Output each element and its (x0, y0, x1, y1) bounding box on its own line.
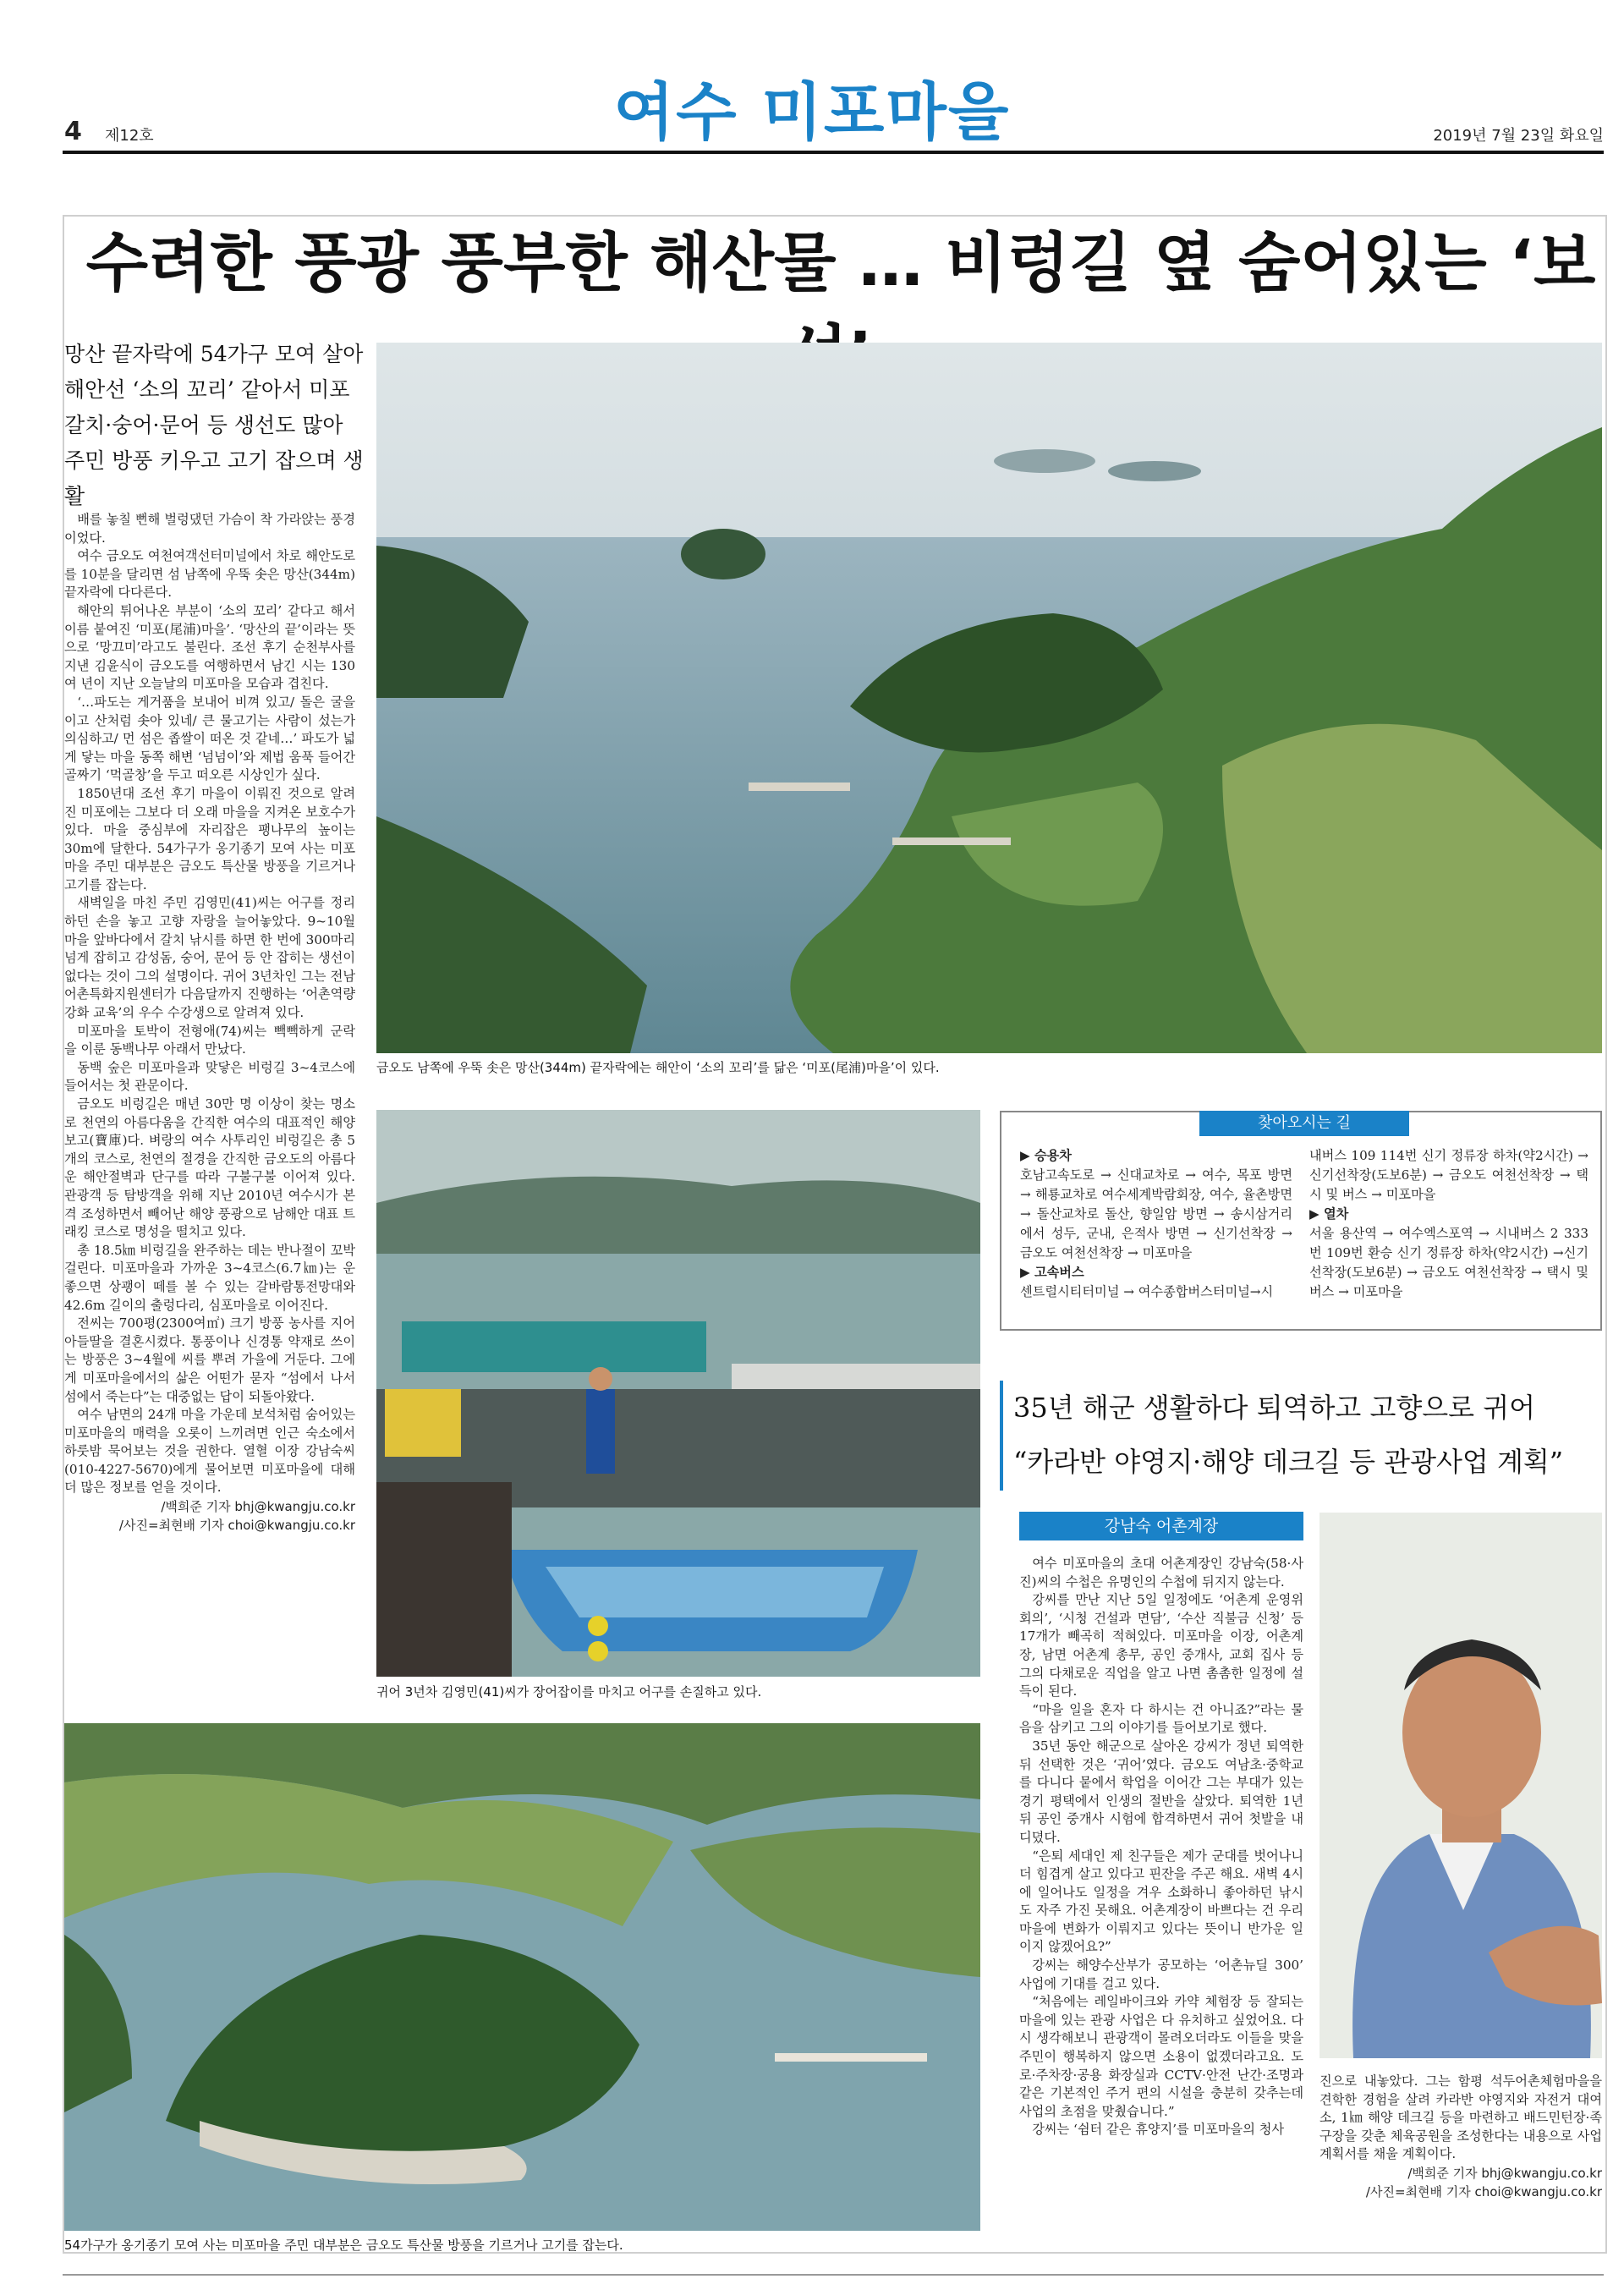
island-photo (64, 1723, 980, 2231)
interview-paragraph: 진으로 내놓았다. 그는 함평 석두어촌체험마을을 견학한 경험을 살려 카라반 야영지와 자전거 대여소, 1㎞ 해양 데크길 등을 마련하고 배드민턴장·족구장을 갖춘 체육공원을 조성한다는 내용으로 사업계획서를 채울 계획이다. (1320, 2073, 1602, 2162)
interview-paragraph: 강씨는 해양수산부가 공모하는 ‘어촌뉴딜 300’ 사업에 기대를 걸고 있다. (1019, 1958, 1303, 1991)
article-paragraph: 동백 숲은 미포마을과 맞닿은 비렁길 3~4코스에 들어서는 첫 관문이다. (64, 1059, 355, 1094)
article-paragraph: 여수 금오도 여천여객선터미널에서 차로 해안도로를 10분을 달리면 섬 남쪽에 우뚝 솟은 망산(344m) 끝자락에 다다른다. (64, 548, 355, 601)
directions-route: 내버스 109 114번 신기 정류장 하차(약2시간) →신기선착장(도보6분) → 금오도 여천선착장 → 택시 및 버스 → 미포마을 (1309, 1148, 1588, 1202)
article-paragraph: 전씨는 700평(2300여㎡) 크기 방풍 농사를 지어 아들딸을 결혼시켰다. 통풍이나 신경통 약재로 쓰이는 방풍은 3~4월에 씨를 뿌려 가을에 거둔다. 그에게 미포마을에서의 삶은 어떤가 묻자 “섬에서 나서 섬에서 죽는다”는 대중없는 답이 되돌아왔다. (64, 1315, 355, 1404)
interview-body-col2 (1320, 2073, 1602, 2201)
page-number: 4 (64, 117, 82, 146)
subhead: 망산 끝자락에 54가구 모여 살아 (64, 342, 364, 366)
subheads (64, 337, 369, 514)
subhead: 갈치·숭어·문어 등 생선도 많아 (64, 413, 343, 437)
boat-photo (376, 1110, 980, 1677)
article-byline-writer: /백희준 기자 bhj@kwangju.co.kr (161, 1499, 355, 1515)
article-paragraph: 총 18.5㎞ 비렁길을 완주하는 데는 반나절이 꼬박 걸린다. 미포마을과 가까운 3~4코스(6.7㎞)는 운 좋으면 상괭이 떼를 볼 수 있는 갈바람통전망대와 42.6m 길이의 출렁다리, 심포마을로 이어진다. (64, 1242, 355, 1313)
article-paragraph: 해안의 튀어나온 부분이 ‘소의 꼬리’ 같다고 해서 이름 붙여진 ‘미포(尾浦)마을’. ‘망산의 끝’이라는 뜻으로 ‘망끄미’라고도 불린다. 조선 후기 순천부사를 지낸 김윤식이 금오도를 여행하면서 남긴 시는 130여 년이 지난 오늘날의 미포마을 모습과 겹친다. (64, 602, 355, 692)
aerial-photo-illustration (376, 343, 1602, 1053)
interview-paragraph: “마을 일을 혼자 다 하시는 건 아니죠?”라는 물음을 삼키고 그의 이야기를 들어보기로 했다. (1019, 1701, 1303, 1736)
directions-route: 서울 용산역 → 여수엑스포역 → 시내버스 2 333번 109번 환승 신기 정류장 하차(약2시간) →신기선착장(도보6분) → 금오도 여천선착장 → 택시 및 버스 → 미포마을 (1309, 1226, 1588, 1299)
interview-headline-2: “카라반 야영지·해양 데크길 등 관광사업 계획” (1013, 1446, 1564, 1478)
article-paragraph: 미포마을 토박이 전형애(74)씨는 빽빽하게 군락을 이룬 동백나무 아래서 만났다. (64, 1023, 355, 1057)
issue-number: 제12호 (105, 127, 154, 145)
directions-col-right (1309, 1146, 1588, 1302)
interview-paragraph: “은퇴 세대인 제 친구들은 제가 군대를 벗어나니 더 힘겹게 살고 있다고 핀잔을 주곤 해요. 새벽 4시에 일어나도 일정을 겨우 소화하니 좋아하던 낚시도 자주 가진 못해요. 어촌계장이 바쁘다는 건 우리 마을에 변화가 이뤄지고 있다는 뜻이니 반가운 일이지 않겠어요?” (1019, 1848, 1303, 1955)
interview-accent-bar (1000, 1381, 1003, 1491)
directions-heading: ▶ 승용차 (1020, 1148, 1072, 1163)
portrait-illustration (1320, 1513, 1602, 2058)
interview-paragraph: 35년 동안 해군으로 살아온 강씨가 정년 퇴역한 뒤 선택한 것은 ‘귀어’였다. 금오도 여남초·중학교를 다니다 뭍에서 학업을 이어간 그는 부대가 있는 경기 평택에서 인생의 절반을 살았다. 퇴역한 1년 뒤 공인 중개사 시험에 합격하면서 귀어 첫발을 내디뎠다. (1019, 1738, 1303, 1845)
directions-col-left (1020, 1146, 1292, 1302)
directions-title: 찾아오시는 길 (1199, 1111, 1409, 1136)
interview-headline-1: 35년 해군 생활하다 퇴역하고 고향으로 귀어 (1013, 1392, 1536, 1424)
section-title: 여수 미포마을 (613, 76, 1011, 149)
island-photo-illustration (64, 1723, 980, 2231)
article-paragraph: 여수 남면의 24개 마을 가운데 보석처럼 숨어있는 미포마을의 매력을 오롯이 느끼려면 인근 숙소에서 하룻밤 묵어보는 것을 권한다. 열혈 이장 강남숙씨(010-4227-5670)에게 물어보면 미포마을에 대해 더 많은 정보를 얻을 것이다. (64, 1407, 355, 1496)
interview-byline-photo: /사진=최현배 기자 choi@kwangju.co.kr (1365, 2183, 1602, 2199)
directions-route: 호남고속도로 → 신대교차로 → 여수, 목포 방면 → 해룡교차로 여수세계박람회장, 여수, 율촌방면 → 돌산교차로 돌산, 향일암 방면 → 송시삼거리에서 성두, 군내, 은적사 방면 → 신기선착장 → 금오도 여천선착장 → 미포마을 (1020, 1167, 1292, 1260)
aerial-photo (376, 343, 1602, 1053)
interview-byline-writer: /백희준 기자 bhj@kwangju.co.kr (1407, 2165, 1602, 2181)
interview-body-col1 (1019, 1555, 1303, 2139)
interview-paragraph: 강씨는 ‘쉼터 같은 휴양지’를 미포마을의 청사 (1032, 2122, 1285, 2138)
interviewee-portrait (1320, 1513, 1602, 2058)
headline-text: 수려한 풍광 풍부한 해산물 … 비렁길 옆 숨어있는 ‘보 (74, 225, 1596, 393)
article-paragraph: 금오도 비렁길은 매년 30만 명 이상이 찾는 명소로 천연의 아름다움을 간직한 여수의 대표적인 해양 보고(寶庫)다. 벼랑의 여수 사투리인 비렁길은 총 5개의 코스로, 천연의 절경을 간직한 금오도의 아름다운 해안절벽과 단구를 따라 구불구불 이어져 있다. 관광객 등 탐방객을 위해 지난 2010년 여수시가 본격 조성하면서 빼어난 해양 풍광으로 남해안 대표 트래킹 코스로 명성을 떨치고 있다. (64, 1096, 355, 1240)
article-body (64, 511, 355, 1535)
interview-paragraph: “처음에는 레일바이크와 카약 체험장 등 잘되는 마을에 있는 관광 사업은 다 유치하고 싶었어요. 다시 생각해보니 관광객이 몰려오더라도 이들을 맞을 주민이 행복하지 않으면 소용이 없겠더라고요. 도로·주차장·공용 화장실과 CCTV·안전 난간·조명과 같은 기본적인 주거 편의 시설을 충분히 갖추는데 사업의 초점을 맞췄습니다.” (1019, 1994, 1303, 2119)
masthead-rule (63, 151, 1604, 154)
article-paragraph: 배를 놓칠 뻔해 벌렁댔던 가슴이 착 가라앉는 풍경이었다. (64, 512, 355, 546)
article-byline-photo: /사진=최현배 기자 choi@kwangju.co.kr (118, 1518, 355, 1534)
publication-date: 2019년 7월 23일 화요일 (1433, 127, 1604, 145)
subhead: 해안선 ‘소의 꼬리’ 같아서 미포 (64, 377, 350, 402)
footer-rule (63, 2274, 1604, 2276)
article-paragraph: 새벽일을 마친 주민 김영민(41)씨는 어구를 정리하던 손을 놓고 고향 자랑을 늘어놓았다. 9~10월 마을 앞바다에서 갈치 낚시를 하면 한 번에 300마리 넘게 잡히고 감성돔, 숭어, 문어 등 안 잡히는 생선이 없다는 것이 그의 설명이다. 귀어 3년차인 그는 전남어촌특화지원센터가 다음달까지 진행하는 ‘어촌역량강화 교육’의 우수 수강생으로 알려져 있다. (64, 895, 355, 1021)
interview-paragraph: 강씨를 만난 지난 5일 일정에도 ‘어촌계 운영위회의’, ‘시청 건설과 면담’, ‘수산 직불금 신청’ 등 17개가 빼곡히 적혀있다. 미포마을 이장, 어촌계장, 남면 어촌계 총무, 공인 중개사, 교회 집사 등 그의 다채로운 직업을 알고 나면 촘촘한 일정에 설득이 된다. (1019, 1592, 1303, 1700)
article-paragraph: 1850년대 조선 후기 마을이 이뤄진 것으로 알려진 미포에는 그보다 더 오래 마을을 지켜온 보호수가 있다. 마을 중심부에 자리잡은 팽나무의 높이는 30m에 달한다. 54가구가 옹기종기 모여 사는 미포마을 주민 대부분은 금오도 특산물 방풍을 기르거나 고기를 잡는다. (64, 785, 355, 892)
directions-route: 센트럴시티터미널 → 여수종합버스터미널→시 (1020, 1284, 1274, 1299)
article-paragraph: ‘…파도는 게거품을 보내어 비껴 있고/ 돌은 굴을 이고 산처럼 솟아 있네/ 큰 물고기는 사람이 섰는가 의심하고/ 먼 섬은 좁쌀이 떠온 것 같네…’ 파도가 넓게 닿는 마을 동쪽 해변 ‘넘넘이’와 제법 움푹 들어간 골짜기 ‘먹골창’을 두고 떠오른 시상인가 싶다. (64, 694, 355, 783)
interview-headline (1013, 1381, 1605, 1489)
directions-heading: ▶ 열차 (1309, 1206, 1349, 1222)
island-photo-caption: 54가구가 옹기종기 모여 사는 미포마을 주민 대부분은 금오도 특산물 방풍을 기르거나 고기를 잡는다. (64, 2238, 623, 2253)
boat-photo-illustration (376, 1110, 980, 1677)
directions-heading: ▶ 고속버스 (1020, 1265, 1084, 1280)
interviewee-name: 강남숙 어촌계장 (1019, 1512, 1303, 1540)
boat-photo-caption: 귀어 3년차 김영민(41)씨가 장어잡이를 마치고 어구를 손질하고 있다. (376, 1684, 762, 1700)
aerial-photo-caption: 금오도 남쪽에 우뚝 솟은 망산(344m) 끝자락에는 해안이 ‘소의 꼬리’를 닮은 ‘미포(尾浦)마을’이 있다. (376, 1060, 940, 1075)
interview-paragraph: 여수 미포마을의 초대 어촌계장인 강남숙(58·사진)씨의 수첩은 유명인의 수첩에 뒤지지 않는다. (1019, 1556, 1303, 1590)
subhead: 주민 방풍 키우고 고기 잡으며 생활 (64, 448, 364, 508)
